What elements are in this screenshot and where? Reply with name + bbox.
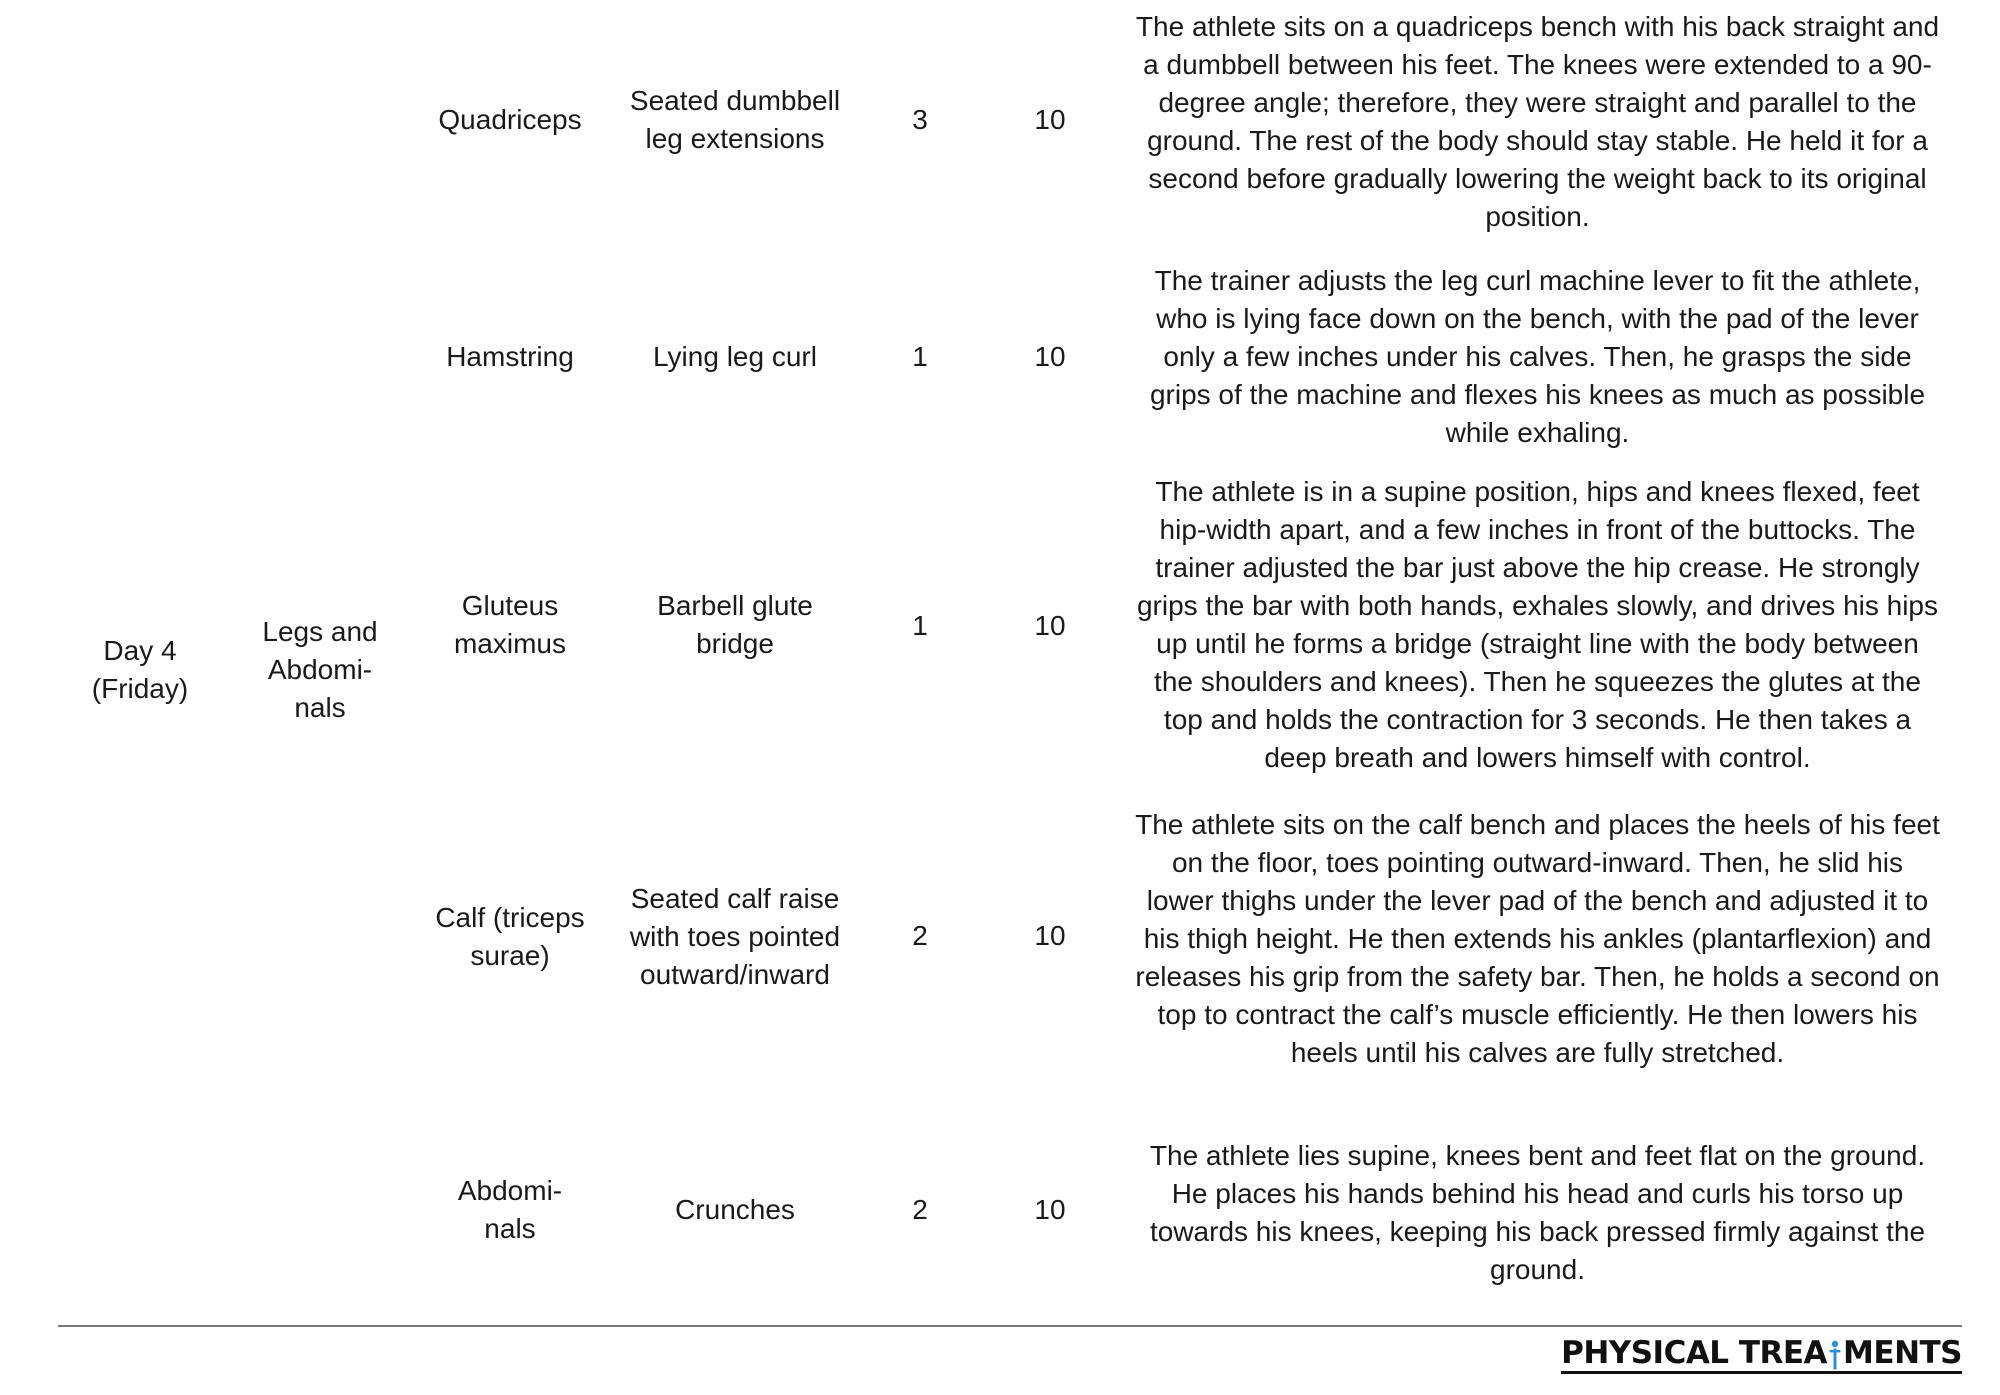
muscle-cell: Hamstring <box>446 341 574 372</box>
reps-cell: 10 <box>1034 341 1066 372</box>
description-cell: The athlete is in a supine position, hips and knees flexed, feet hip-width apart, and a few inches in front of the buttocks. The trainer adjusted the bar just above the hip crease. He strongly grips the bar with both hands, exhales slowly, and drives his hips up until he forms a bridge (straight line with the body between the shoulders and knees). Then he squeezes the glutes at the top and holds the contraction for 3 seconds. He then takes a deep breath and lowers himself with control. <box>1136 476 1939 773</box>
sets-cell: 2 <box>912 1194 928 1225</box>
description-cell: The athlete sits on a quadriceps bench with his back straight and a dumbbell between his feet. The knees were extended to a 90-degree angle; therefore, they were straight and parallel to the ground. The rest of the body should stay stable. He held it for a second before gradually lowering the weight back to its original position. <box>1135 11 1940 232</box>
muscle-cell: Abdomi- nals <box>457 1175 563 1244</box>
brand-logo-text <box>1561 1336 1962 1374</box>
logo-text-right: MENTS <box>1843 1335 1962 1371</box>
muscle-cell: Quadriceps <box>438 104 582 135</box>
sets-cell: 1 <box>912 341 928 372</box>
description-cell: The athlete lies supine, knees bent and feet flat on the ground. He places his hands behind his head and curls his torso up towards his knees, keeping his back pressed firmly against the ground. <box>1149 1139 1926 1285</box>
exercise-cell: Barbell glute bridge <box>657 590 813 659</box>
logo-text-left: PHYSICAL TREA <box>1561 1335 1828 1371</box>
reps-cell: 10 <box>1034 1194 1066 1225</box>
exercise-cell: Crunches <box>675 1194 795 1225</box>
exercise-cell: Seated calf raise with toes pointed outward/inward <box>629 883 841 990</box>
sets-cell: 2 <box>912 920 928 951</box>
exercise-cell: Seated dumbbell leg extensions <box>629 85 841 154</box>
description-cell: The athlete sits on the calf bench and places the heels of his feet on the floor, toes pointing outward-inward. Then, he slid his lower thighs under the lever pad of the bench and adjusted it to his thigh height. He then extends his ankles (plantarflexion) and releases his grip from the safety bar. Then, he holds a second on top to contract the calf’s muscle efficiently. He then lowers his heels until his calves are fully stretched. <box>1135 809 1940 1068</box>
reps-cell: 10 <box>1034 610 1066 641</box>
muscle-group-cell: Legs and Abdomi- nals <box>262 616 378 723</box>
day-cell: Day 4 (Friday) <box>91 635 189 704</box>
footer-divider <box>58 1325 1962 1327</box>
muscle-cell: Calf (triceps surae) <box>435 902 585 971</box>
human-figure-icon <box>1829 1340 1841 1370</box>
description-cell: The trainer adjusts the leg curl machine lever to fit the athlete, who is lying face down on the bench, with the pad of the lever only a few inches under his calves. Then, he grasps the side grips of the machine and flexes his knees as much as possible while exhaling. <box>1149 265 1926 448</box>
reps-cell: 10 <box>1034 920 1066 951</box>
sets-cell: 3 <box>912 104 928 135</box>
exercise-cell: Lying leg curl <box>653 341 817 372</box>
sets-cell: 1 <box>912 610 928 641</box>
reps-cell: 10 <box>1034 104 1066 135</box>
muscle-cell: Gluteus maximus <box>453 590 566 659</box>
brand-logo <box>1560 1330 1962 1380</box>
